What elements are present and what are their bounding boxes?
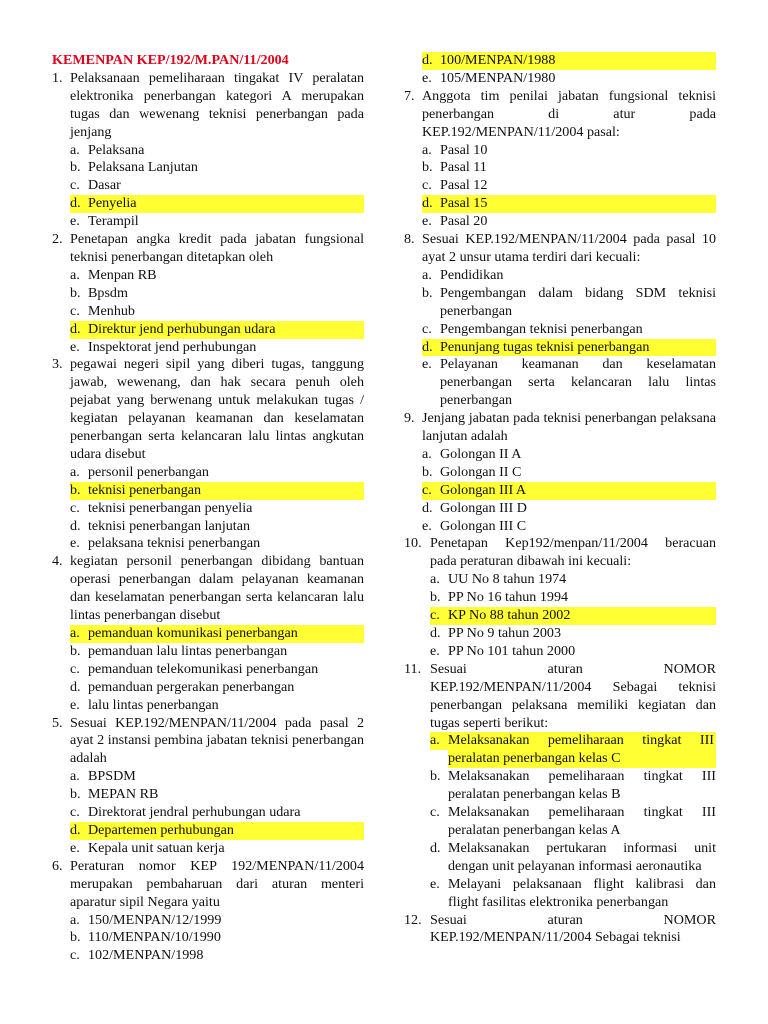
option-label: e. <box>422 69 432 86</box>
question-text: kegiatan personil penerbangan dibidang bantuan operasi penerbangan dalam pelayanan keamanan dan keselamatan penerbangan serta kelancaran lalu lintas penerbangan disebut <box>70 553 364 624</box>
option-label: e. <box>430 642 440 659</box>
question-number: 3. <box>52 356 63 373</box>
option-text: PP No 9 tahun 2003 <box>448 625 562 641</box>
option <box>52 464 364 482</box>
question-2 <box>52 231 364 356</box>
question-11 <box>404 661 716 912</box>
option <box>404 285 716 321</box>
option-text: Golongan II C <box>440 463 522 480</box>
question-stem <box>52 356 364 463</box>
option <box>404 643 716 661</box>
answer-option <box>404 482 716 500</box>
answer-option <box>52 195 364 213</box>
option-list <box>52 464 364 554</box>
question-7 <box>404 88 716 231</box>
option-label: b. <box>70 929 81 946</box>
option-label: d. <box>422 195 440 213</box>
continued-options <box>404 52 716 88</box>
option-label: d. <box>422 339 440 357</box>
question-stem <box>404 661 716 733</box>
option-text: Kepala unit satuan kerja <box>88 839 225 856</box>
option-label: c. <box>422 320 432 337</box>
option-text: lalu lintas penerbangan <box>88 696 219 713</box>
answer-option <box>52 625 364 643</box>
question-9 <box>404 410 716 535</box>
option <box>52 786 364 804</box>
option-label: e. <box>70 338 80 355</box>
question-number: 5. <box>52 714 63 731</box>
option-label: b. <box>422 159 433 176</box>
option-text: 102/MENPAN/1998 <box>88 947 204 964</box>
question-text: Sesuai KEP.192/MENPAN/11/2004 pada pasal 10 ayat 2 unsur utama terdiri dari kecuali: <box>422 231 716 265</box>
option-text: Pasal 12 <box>440 177 488 194</box>
option-label: c. <box>70 660 80 677</box>
option <box>404 446 716 464</box>
option-label: c. <box>70 947 80 964</box>
option-text: Dasar <box>88 177 121 194</box>
option-label: d. <box>430 625 441 641</box>
question-number: 10. <box>404 535 422 552</box>
answer-option <box>404 195 716 213</box>
option <box>52 768 364 786</box>
option-label: b. <box>70 482 88 500</box>
question-stem <box>52 70 364 142</box>
option-text: Melaksanakan pemeliharaan tingkat III peralatan penerbangan kelas C <box>448 732 714 767</box>
option-list <box>52 142 364 232</box>
option-label: d. <box>70 822 88 840</box>
option-text: 100/MENPAN/1988 <box>440 52 716 70</box>
question-3 <box>52 356 364 553</box>
question-text: Sesuai KEP.192/MENPAN/11/2004 pada pasal 2 ayat 2 instansi pembina jabatan teknisi penerbangan adalah <box>70 714 364 767</box>
option-label: c. <box>70 302 80 319</box>
answer-option <box>404 52 716 70</box>
option <box>52 303 364 321</box>
option-text: UU No 8 tahun 1974 <box>448 571 567 588</box>
option-label: b. <box>430 589 441 606</box>
option <box>52 697 364 715</box>
option-text: Pelaksana Lanjutan <box>88 159 198 176</box>
option-label: b. <box>422 284 433 301</box>
option-text: pemanduan pergerakan penerbangan <box>88 678 295 695</box>
option-label: b. <box>70 642 81 659</box>
option-text: PP No 101 tahun 2000 <box>448 642 576 659</box>
option-text: teknisi penerbangan penyelia <box>88 499 253 516</box>
option-text: Inspektorat jend perhubungan <box>88 338 257 355</box>
option-text: Pendidikan <box>440 266 504 283</box>
option-text: 105/MENPAN/1980 <box>440 69 556 86</box>
option-label: a. <box>70 768 80 785</box>
option-label: c. <box>422 482 440 500</box>
question-number: 9. <box>404 410 415 427</box>
option-text: Golongan II A <box>440 445 522 462</box>
question-stem <box>52 231 364 267</box>
option-label: b. <box>70 159 81 176</box>
option-text: Menpan RB <box>88 266 157 283</box>
option <box>404 768 716 804</box>
option-text: Melaksanakan pemeliharaan tingkat III peralatan penerbangan kelas A <box>448 804 716 838</box>
option-text: Bpsdm <box>88 284 128 301</box>
option-text: Pasal 15 <box>440 195 716 213</box>
option-text: Melayani pelaksanaan flight kalibrasi dan flight fasilitas elektronika penerbangan <box>448 875 716 910</box>
option <box>404 500 716 518</box>
option-label: e. <box>430 875 440 892</box>
option-list <box>404 446 716 536</box>
option-list <box>404 732 716 911</box>
option-text: Departemen perhubungan <box>88 822 364 840</box>
option <box>404 804 716 840</box>
question-4 <box>52 553 364 714</box>
option-text: teknisi penerbangan lanjutan <box>88 517 251 534</box>
option <box>404 876 716 912</box>
question-text: Sesuai aturan NOMOR KEP.192/MENPAN/11/2004 Sebagai teknisi penerbangan pelaksana memiliki kegiatan dan tugas seperti berikut: <box>430 660 716 731</box>
question-number: 2. <box>52 231 63 248</box>
option-label: a. <box>430 571 440 588</box>
option-label: a. <box>70 141 80 158</box>
option-text: Melaksanakan pemeliharaan tingkat III peralatan penerbangan kelas B <box>448 768 716 803</box>
question-text: Peraturan nomor KEP 192/MENPAN/11/2004 merupakan pembaharuan dari aturan menteri aparatur sipil Negara yaitu <box>70 857 364 910</box>
option-list <box>52 768 364 858</box>
option <box>404 356 716 410</box>
question-text: Sesuai aturan NOMOR KEP.192/MENPAN/11/2004 Sebagai teknisi <box>430 911 716 946</box>
option-text: Pengembangan dalam bidang SDM teknisi penerbangan <box>440 284 716 319</box>
option <box>404 177 716 195</box>
option-list <box>52 912 364 966</box>
question-number: 6. <box>52 857 63 874</box>
option <box>404 464 716 482</box>
question-number: 7. <box>404 87 415 104</box>
option-text: BPSDM <box>88 768 136 785</box>
answer-option <box>404 607 716 625</box>
option <box>52 500 364 518</box>
option <box>52 929 364 947</box>
option-label: c. <box>70 804 80 821</box>
option <box>404 321 716 339</box>
option-text: Penunjang tugas teknisi penerbangan <box>440 339 716 357</box>
option-label: a. <box>70 266 80 283</box>
option-label: d. <box>70 678 81 695</box>
option <box>52 679 364 697</box>
option-text: Menhub <box>88 302 135 319</box>
option-text: Golongan III C <box>440 517 527 534</box>
question-10 <box>404 535 716 660</box>
question-stem <box>404 912 716 948</box>
option-label: e. <box>70 696 80 713</box>
answer-option <box>52 482 364 500</box>
option <box>404 625 716 643</box>
answer-option <box>52 321 364 339</box>
option-list <box>404 571 716 661</box>
question-text: Anggota tim penilai jabatan fungsional teknisi penerbangan di atur pada KEP.192/MENPAN/11/2004 pasal: <box>422 87 716 140</box>
question-stem <box>52 715 364 769</box>
option-text: Direktur jend perhubungan udara <box>88 321 364 339</box>
option-text: Terampil <box>88 213 139 230</box>
option-text: Pasal 20 <box>440 213 488 230</box>
option-text: MEPAN RB <box>88 786 159 803</box>
option <box>52 213 364 231</box>
option <box>52 947 364 965</box>
option-label: c. <box>70 177 80 194</box>
option-label: b. <box>430 768 441 785</box>
question-number: 11. <box>404 660 422 677</box>
option-label: a. <box>422 445 432 462</box>
option <box>404 267 716 285</box>
option-text: Pasal 11 <box>440 159 487 176</box>
answer-option <box>404 339 716 357</box>
option <box>52 840 364 858</box>
option-text: Pasal 10 <box>440 141 488 158</box>
option <box>404 159 716 177</box>
option-label: d. <box>430 839 441 856</box>
option-label: c. <box>422 177 432 194</box>
question-1 <box>52 70 364 231</box>
question-text: Penetapan angka kredit pada jabatan fungsional teknisi penerbangan ditetapkan oleh <box>70 231 364 265</box>
option <box>52 339 364 357</box>
option <box>52 643 364 661</box>
option <box>52 912 364 930</box>
option-label: b. <box>70 786 81 803</box>
option <box>404 70 716 88</box>
option-label: c. <box>70 499 80 516</box>
left-column <box>52 52 364 965</box>
option-label: d. <box>70 321 88 339</box>
option-text: Pengembangan teknisi penerbangan <box>440 320 643 337</box>
option <box>52 285 364 303</box>
option-label: e. <box>422 356 432 373</box>
option-text: Golongan III A <box>440 482 716 500</box>
question-number: 1. <box>52 69 63 86</box>
question-text: Pelaksanaan pemeliharaan tingakat IV peralatan elektronika penerbangan kategori A merupakan tugas dan wewenang teknisi penerbangan pada jenjang <box>70 69 364 140</box>
option-label: e. <box>422 213 432 230</box>
option-label: c. <box>430 607 448 625</box>
answer-option <box>404 732 716 768</box>
option-list <box>404 142 716 232</box>
option-label: d. <box>422 52 440 70</box>
answer-option <box>52 822 364 840</box>
option-text: teknisi penerbangan <box>88 482 364 500</box>
right-column <box>404 52 716 947</box>
option <box>404 571 716 589</box>
option-label: a. <box>422 266 432 283</box>
option-text: pemanduan komunikasi penerbangan <box>88 625 364 643</box>
option-text: Golongan III D <box>440 499 527 516</box>
question-number: 8. <box>404 231 415 248</box>
option <box>52 159 364 177</box>
question-number: 4. <box>52 553 63 570</box>
option <box>52 804 364 822</box>
option-text: Direktorat jendral perhubungan udara <box>88 804 301 821</box>
option-text: pemanduan telekomunikasi penerbangan <box>88 660 319 677</box>
option-text: personil penerbangan <box>88 463 209 480</box>
option <box>404 840 716 876</box>
option-text: pemanduan lalu lintas penerbangan <box>88 642 288 659</box>
option-text: Pelaksana <box>88 141 145 158</box>
question-text: Jenjang jabatan pada teknisi penerbangan pelaksana lanjutan adalah <box>422 410 716 445</box>
option-text: Pelayanan keamanan dan keselamatan penerbangan serta kelancaran lalu lintas penerbangan <box>440 356 716 409</box>
option-label: b. <box>70 284 81 301</box>
option-text: Penyelia <box>88 195 364 213</box>
option-text: 150/MENPAN/12/1999 <box>88 911 222 928</box>
option-label: d. <box>422 499 433 516</box>
option-label: e. <box>70 213 80 230</box>
option <box>52 267 364 285</box>
option-text: pelaksana teknisi penerbangan <box>88 535 261 552</box>
option <box>404 589 716 607</box>
option <box>404 142 716 160</box>
option-label: e. <box>70 535 80 552</box>
question-5 <box>52 715 364 858</box>
option-label: e. <box>422 517 432 534</box>
option-label: a. <box>70 463 80 480</box>
question-stem <box>52 858 364 912</box>
document-title: KEMENPAN KEP/192/M.PAN/11/2004 <box>52 52 289 68</box>
option-label: d. <box>70 195 88 213</box>
question-12 <box>404 912 716 948</box>
option-label: a. <box>70 625 88 643</box>
option-label: a. <box>70 911 80 928</box>
question-stem <box>404 410 716 446</box>
question-number: 12. <box>404 911 422 928</box>
option-label: d. <box>70 517 81 534</box>
question-8 <box>404 231 716 410</box>
option-label: e. <box>70 839 80 856</box>
option-label: c. <box>430 804 440 821</box>
question-stem <box>52 553 364 625</box>
option-label: a. <box>422 141 432 158</box>
question-text: Penetapan Kep192/menpan/11/2004 beracuan pada peraturan dibawah ini kecuali: <box>430 535 716 570</box>
option <box>52 142 364 160</box>
question-text: pegawai negeri sipil yang diberi tugas, tanggung jawab, wewenang, dan hak secara penuh oleh pejabat yang berwenang untuk melakukan tugas / kegiatan pelayanan keamanan dan keselamatan penerbangan serta kelancaran lalu lintas angkutan udara disebut <box>70 356 364 462</box>
option-list <box>404 267 716 410</box>
option-text: 110/MENPAN/10/1990 <box>88 929 221 946</box>
option-label: b. <box>422 463 433 480</box>
option-text: PP No 16 tahun 1994 <box>448 589 569 606</box>
option <box>52 177 364 195</box>
option-list <box>52 625 364 715</box>
question-stem <box>404 231 716 267</box>
option-text: KP No 88 tahun 2002 <box>448 607 716 625</box>
option <box>52 518 364 536</box>
option-label: a. <box>430 732 448 750</box>
option <box>52 661 364 679</box>
question-stem <box>404 88 716 142</box>
option <box>404 213 716 231</box>
question-6 <box>52 858 364 965</box>
option <box>52 535 364 553</box>
option-list <box>52 267 364 357</box>
option-text: Melaksanakan pertukaran informasi unit dengan unit pelayanan informasi aeronautika <box>448 839 716 874</box>
question-stem <box>404 535 716 571</box>
option <box>404 518 716 536</box>
